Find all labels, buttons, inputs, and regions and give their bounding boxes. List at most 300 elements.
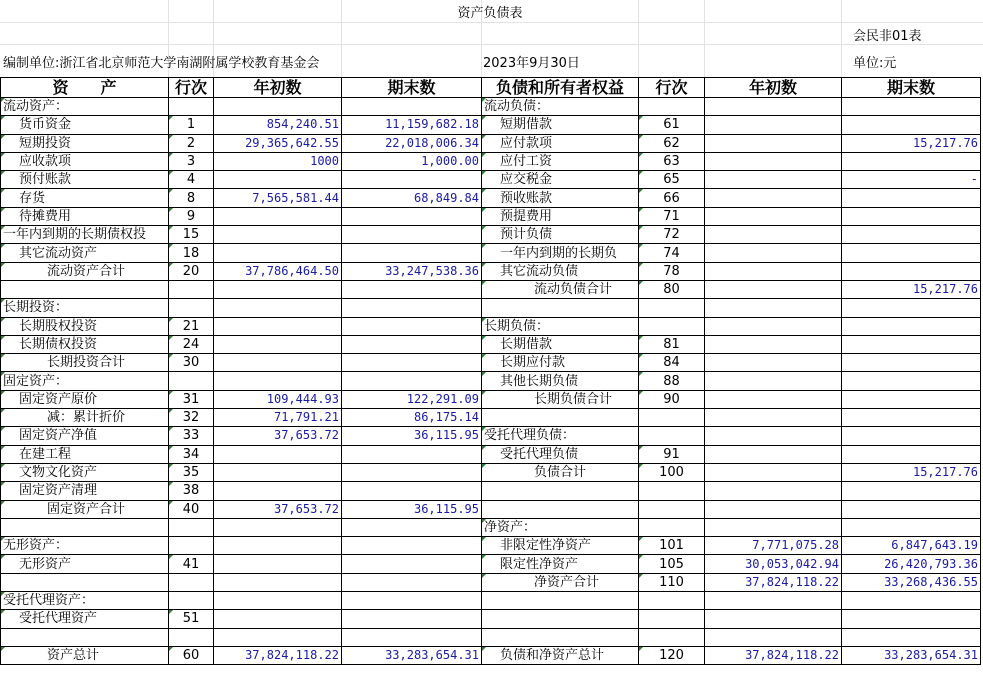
asset-begin-value[interactable] bbox=[214, 280, 342, 298]
liability-begin-value[interactable] bbox=[705, 299, 842, 317]
liability-begin-value[interactable] bbox=[705, 207, 842, 225]
table-row bbox=[1, 171, 981, 189]
asset-line-no[interactable] bbox=[169, 98, 214, 116]
liability-line-no[interactable] bbox=[639, 409, 705, 427]
asset-label[interactable]: 一年内到期的长期债权投 bbox=[1, 226, 169, 244]
liability-end-value[interactable] bbox=[842, 628, 981, 646]
asset-line-no[interactable]: 31 bbox=[169, 390, 214, 408]
liability-line-no[interactable] bbox=[639, 518, 705, 536]
liability-label[interactable]: 限定性净资产 bbox=[482, 555, 639, 573]
liability-line-no[interactable] bbox=[639, 427, 705, 445]
asset-end-value[interactable] bbox=[342, 628, 482, 646]
liability-begin-value[interactable] bbox=[705, 610, 842, 628]
asset-label[interactable]: 文物文化资产 bbox=[1, 463, 169, 481]
liability-line-no[interactable] bbox=[639, 610, 705, 628]
liability-begin-value[interactable] bbox=[705, 354, 842, 372]
liability-end-value[interactable] bbox=[842, 610, 981, 628]
liability-begin-value[interactable] bbox=[705, 372, 842, 390]
liability-begin-value[interactable]: 37,824,118.22 bbox=[705, 573, 842, 591]
liability-label[interactable]: 预收账款 bbox=[482, 189, 639, 207]
asset-label[interactable]: 应收款项 bbox=[1, 152, 169, 170]
liability-label[interactable]: 应付工资 bbox=[482, 152, 639, 170]
col-begin: 年初数 bbox=[214, 78, 342, 98]
asset-end-value[interactable] bbox=[342, 317, 482, 335]
liability-end-value[interactable]: 15,217.76 bbox=[842, 463, 981, 481]
asset-label[interactable] bbox=[1, 280, 169, 298]
liability-begin-value[interactable] bbox=[705, 116, 842, 134]
col-end2: 期末数 bbox=[842, 78, 981, 98]
asset-line-no[interactable] bbox=[169, 372, 214, 390]
liability-begin-value[interactable] bbox=[705, 189, 842, 207]
asset-line-no[interactable]: 21 bbox=[169, 317, 214, 335]
asset-begin-value[interactable]: 37,653.72 bbox=[214, 427, 342, 445]
liability-begin-value[interactable] bbox=[705, 244, 842, 262]
table-row bbox=[1, 592, 981, 610]
liability-line-no[interactable]: 100 bbox=[639, 463, 705, 481]
liability-end-value[interactable]: - bbox=[842, 171, 981, 189]
asset-line-no[interactable] bbox=[169, 299, 214, 317]
grid-line bbox=[841, 0, 842, 77]
table-row bbox=[1, 134, 981, 152]
table-row bbox=[1, 573, 981, 591]
asset-label[interactable]: 资产总计 bbox=[1, 646, 169, 664]
asset-end-value[interactable]: 86,175.14 bbox=[342, 409, 482, 427]
asset-label[interactable]: 待摊费用 bbox=[1, 207, 169, 225]
asset-end-value[interactable]: 1,000.00 bbox=[342, 152, 482, 170]
asset-label[interactable]: 受托代理资产： bbox=[1, 592, 169, 610]
form-code: 会民非01表 bbox=[853, 29, 922, 44]
asset-line-no[interactable]: 8 bbox=[169, 189, 214, 207]
liability-label[interactable]: 其他长期负债 bbox=[482, 372, 639, 390]
asset-label[interactable]: 在建工程 bbox=[1, 445, 169, 463]
asset-line-no[interactable] bbox=[169, 518, 214, 536]
table-row bbox=[1, 262, 981, 280]
col-asset: 资 产 bbox=[1, 78, 169, 98]
liability-begin-value[interactable] bbox=[705, 518, 842, 536]
asset-end-value[interactable]: 33,283,654.31 bbox=[342, 646, 482, 664]
header-row bbox=[1, 78, 981, 98]
asset-line-no[interactable]: 34 bbox=[169, 445, 214, 463]
asset-label[interactable]: 货币资金 bbox=[1, 116, 169, 134]
liability-label[interactable]: 一年内到期的长期负 bbox=[482, 244, 639, 262]
liability-label[interactable]: 流动负债合计 bbox=[482, 280, 639, 298]
liability-label[interactable] bbox=[482, 610, 639, 628]
asset-label[interactable]: 流动资产： bbox=[1, 98, 169, 116]
asset-label[interactable]: 流动资产合计 bbox=[1, 262, 169, 280]
liability-line-no[interactable] bbox=[639, 592, 705, 610]
liability-begin-value[interactable] bbox=[705, 98, 842, 116]
table-row bbox=[1, 610, 981, 628]
liability-label[interactable]: 净资产： bbox=[482, 518, 639, 536]
organization: 编制单位:浙江省北京师范大学南湖附属学校教育基金会 bbox=[3, 56, 320, 71]
table-row bbox=[1, 189, 981, 207]
liability-line-no[interactable] bbox=[639, 98, 705, 116]
asset-end-value[interactable] bbox=[342, 280, 482, 298]
table-row bbox=[1, 372, 981, 390]
asset-end-value[interactable] bbox=[342, 207, 482, 225]
liability-end-value[interactable] bbox=[842, 335, 981, 353]
asset-end-value[interactable] bbox=[342, 573, 482, 591]
grid-line bbox=[704, 0, 705, 77]
liability-begin-value[interactable] bbox=[705, 427, 842, 445]
liability-line-no[interactable]: 120 bbox=[639, 646, 705, 664]
asset-line-no[interactable]: 15 bbox=[169, 226, 214, 244]
asset-end-value[interactable] bbox=[342, 537, 482, 555]
asset-end-value[interactable] bbox=[342, 592, 482, 610]
liability-line-no[interactable]: 90 bbox=[639, 390, 705, 408]
liability-label[interactable]: 应交税金 bbox=[482, 171, 639, 189]
asset-line-no[interactable]: 38 bbox=[169, 482, 214, 500]
liability-begin-value[interactable] bbox=[705, 463, 842, 481]
asset-begin-value[interactable]: 37,824,118.22 bbox=[214, 646, 342, 664]
liability-label[interactable] bbox=[482, 628, 639, 646]
table-row bbox=[1, 390, 981, 408]
asset-label[interactable]: 无形资产： bbox=[1, 537, 169, 555]
asset-label[interactable]: 固定资产净值 bbox=[1, 427, 169, 445]
liability-label[interactable]: 受托代理负债： bbox=[482, 427, 639, 445]
liability-begin-value[interactable] bbox=[705, 390, 842, 408]
liability-begin-value[interactable] bbox=[705, 482, 842, 500]
asset-line-no[interactable]: 1 bbox=[169, 116, 214, 134]
asset-line-no[interactable] bbox=[169, 573, 214, 591]
liability-begin-value[interactable]: 37,824,118.22 bbox=[705, 646, 842, 664]
asset-end-value[interactable] bbox=[342, 610, 482, 628]
liability-begin-value[interactable] bbox=[705, 134, 842, 152]
liability-end-value[interactable] bbox=[842, 518, 981, 536]
liability-end-value[interactable] bbox=[842, 317, 981, 335]
liability-line-no[interactable]: 78 bbox=[639, 262, 705, 280]
asset-line-no[interactable] bbox=[169, 537, 214, 555]
asset-begin-value[interactable] bbox=[214, 592, 342, 610]
asset-begin-value[interactable] bbox=[214, 372, 342, 390]
grid-line bbox=[341, 0, 342, 77]
liability-line-no[interactable]: 66 bbox=[639, 189, 705, 207]
liability-end-value[interactable] bbox=[842, 98, 981, 116]
asset-begin-value[interactable] bbox=[214, 610, 342, 628]
asset-label[interactable]: 存货 bbox=[1, 189, 169, 207]
liability-line-no[interactable]: 84 bbox=[639, 354, 705, 372]
table-row bbox=[1, 628, 981, 646]
grid-line bbox=[638, 0, 639, 77]
currency-unit: 单位:元 bbox=[853, 56, 897, 71]
table-row bbox=[1, 280, 981, 298]
liability-begin-value[interactable] bbox=[705, 171, 842, 189]
liability-label[interactable]: 预提费用 bbox=[482, 207, 639, 225]
liability-begin-value[interactable] bbox=[705, 592, 842, 610]
liability-begin-value[interactable] bbox=[705, 409, 842, 427]
liability-end-value[interactable] bbox=[842, 244, 981, 262]
liability-end-value[interactable]: 15,217.76 bbox=[842, 134, 981, 152]
asset-label[interactable]: 长期投资： bbox=[1, 299, 169, 317]
liability-line-no[interactable]: 110 bbox=[639, 573, 705, 591]
liability-line-no[interactable]: 71 bbox=[639, 207, 705, 225]
table-row bbox=[1, 116, 981, 134]
liability-end-value[interactable] bbox=[842, 500, 981, 518]
liability-line-no[interactable]: 72 bbox=[639, 226, 705, 244]
asset-end-value[interactable] bbox=[342, 482, 482, 500]
asset-line-no[interactable]: 60 bbox=[169, 646, 214, 664]
liability-end-value[interactable] bbox=[842, 152, 981, 170]
liability-end-value[interactable]: 26,420,793.36 bbox=[842, 555, 981, 573]
liability-line-no[interactable] bbox=[639, 317, 705, 335]
asset-label[interactable]: 长期债权投资 bbox=[1, 335, 169, 353]
col-end: 期末数 bbox=[342, 78, 482, 98]
liability-end-value[interactable] bbox=[842, 427, 981, 445]
liability-line-no[interactable]: 63 bbox=[639, 152, 705, 170]
col-line2: 行次 bbox=[639, 78, 705, 98]
table-row bbox=[1, 427, 981, 445]
asset-line-no[interactable]: 35 bbox=[169, 463, 214, 481]
asset-line-no[interactable]: 4 bbox=[169, 171, 214, 189]
liability-begin-value[interactable] bbox=[705, 445, 842, 463]
asset-label[interactable]: 固定资产： bbox=[1, 372, 169, 390]
liability-line-no[interactable]: 74 bbox=[639, 244, 705, 262]
liability-label[interactable]: 长期负债： bbox=[482, 317, 639, 335]
table-row bbox=[1, 244, 981, 262]
liability-label[interactable] bbox=[482, 409, 639, 427]
asset-end-value[interactable]: 36,115.95 bbox=[342, 500, 482, 518]
asset-end-value[interactable] bbox=[342, 445, 482, 463]
asset-begin-value[interactable] bbox=[214, 445, 342, 463]
liability-end-value[interactable] bbox=[842, 354, 981, 372]
liability-label[interactable]: 应付款项 bbox=[482, 134, 639, 152]
liability-end-value[interactable] bbox=[842, 189, 981, 207]
asset-line-no[interactable]: 20 bbox=[169, 262, 214, 280]
liability-label[interactable]: 长期应付款 bbox=[482, 354, 639, 372]
asset-end-value[interactable] bbox=[342, 335, 482, 353]
liability-label[interactable]: 净资产合计 bbox=[482, 573, 639, 591]
table-row bbox=[1, 335, 981, 353]
asset-begin-value[interactable] bbox=[214, 226, 342, 244]
liability-label[interactable] bbox=[482, 299, 639, 317]
asset-begin-value[interactable] bbox=[214, 537, 342, 555]
table-row bbox=[1, 409, 981, 427]
asset-begin-value[interactable] bbox=[214, 482, 342, 500]
asset-begin-value[interactable] bbox=[214, 244, 342, 262]
asset-end-value[interactable]: 36,115.95 bbox=[342, 427, 482, 445]
asset-label[interactable]: 减：累计折价 bbox=[1, 409, 169, 427]
asset-end-value[interactable] bbox=[342, 372, 482, 390]
asset-line-no[interactable] bbox=[169, 280, 214, 298]
liability-end-value[interactable] bbox=[842, 482, 981, 500]
asset-line-no[interactable]: 3 bbox=[169, 152, 214, 170]
liability-label[interactable]: 预计负债 bbox=[482, 226, 639, 244]
asset-end-value[interactable]: 122,291.09 bbox=[342, 390, 482, 408]
liability-label[interactable]: 短期借款 bbox=[482, 116, 639, 134]
liability-begin-value[interactable] bbox=[705, 335, 842, 353]
asset-line-no[interactable]: 33 bbox=[169, 427, 214, 445]
asset-line-no[interactable]: 40 bbox=[169, 500, 214, 518]
liability-end-value[interactable]: 33,283,654.31 bbox=[842, 646, 981, 664]
liability-label[interactable]: 其它流动负债 bbox=[482, 262, 639, 280]
asset-end-value[interactable]: 22,018,006.34 bbox=[342, 134, 482, 152]
asset-begin-value[interactable]: 7,565,581.44 bbox=[214, 189, 342, 207]
liability-line-no[interactable]: 91 bbox=[639, 445, 705, 463]
liability-line-no[interactable] bbox=[639, 482, 705, 500]
asset-begin-value[interactable]: 37,786,464.50 bbox=[214, 262, 342, 280]
liability-end-value[interactable] bbox=[842, 409, 981, 427]
liability-line-no[interactable]: 81 bbox=[639, 335, 705, 353]
liability-line-no[interactable] bbox=[639, 628, 705, 646]
liability-end-value[interactable] bbox=[842, 299, 981, 317]
liability-end-value[interactable] bbox=[842, 262, 981, 280]
asset-line-no[interactable]: 2 bbox=[169, 134, 214, 152]
table-row bbox=[1, 500, 981, 518]
asset-begin-value[interactable]: 29,365,642.55 bbox=[214, 134, 342, 152]
table-row bbox=[1, 646, 981, 664]
table-row bbox=[1, 152, 981, 170]
liability-label[interactable]: 负债和净资产总计 bbox=[482, 646, 639, 664]
col-line: 行次 bbox=[169, 78, 214, 98]
asset-label[interactable] bbox=[1, 518, 169, 536]
liability-line-no[interactable] bbox=[639, 500, 705, 518]
asset-line-no[interactable]: 18 bbox=[169, 244, 214, 262]
asset-begin-value[interactable] bbox=[214, 518, 342, 536]
balance-sheet-table bbox=[0, 77, 981, 665]
asset-begin-value[interactable]: 1000 bbox=[214, 152, 342, 170]
asset-begin-value[interactable] bbox=[214, 171, 342, 189]
asset-begin-value[interactable] bbox=[214, 573, 342, 591]
table-row bbox=[1, 299, 981, 317]
asset-end-value[interactable]: 33,247,538.36 bbox=[342, 262, 482, 280]
liability-line-no[interactable] bbox=[639, 299, 705, 317]
asset-end-value[interactable] bbox=[342, 299, 482, 317]
asset-begin-value[interactable]: 71,791.21 bbox=[214, 409, 342, 427]
asset-end-value[interactable] bbox=[342, 463, 482, 481]
liability-label[interactable]: 流动负债： bbox=[482, 98, 639, 116]
table-row bbox=[1, 463, 981, 481]
asset-begin-value[interactable] bbox=[214, 555, 342, 573]
asset-label[interactable]: 短期投资 bbox=[1, 134, 169, 152]
asset-begin-value[interactable] bbox=[214, 463, 342, 481]
asset-end-value[interactable]: 11,159,682.18 bbox=[342, 116, 482, 134]
asset-label[interactable]: 固定资产清理 bbox=[1, 482, 169, 500]
asset-line-no[interactable]: 41 bbox=[169, 555, 214, 573]
liability-end-value[interactable] bbox=[842, 592, 981, 610]
liability-line-no[interactable]: 88 bbox=[639, 372, 705, 390]
asset-line-no[interactable]: 9 bbox=[169, 207, 214, 225]
liability-label[interactable]: 长期负债合计 bbox=[482, 390, 639, 408]
liability-begin-value[interactable]: 7,771,075.28 bbox=[705, 537, 842, 555]
liability-begin-value[interactable]: 30,053,042.94 bbox=[705, 555, 842, 573]
asset-line-no[interactable] bbox=[169, 592, 214, 610]
liability-label[interactable] bbox=[482, 592, 639, 610]
asset-line-no[interactable]: 30 bbox=[169, 354, 214, 372]
liability-label[interactable]: 负债合计 bbox=[482, 463, 639, 481]
asset-end-value[interactable] bbox=[342, 244, 482, 262]
liability-end-value[interactable] bbox=[842, 207, 981, 225]
asset-label[interactable]: 无形资产 bbox=[1, 555, 169, 573]
liability-label[interactable]: 受托代理负债 bbox=[482, 445, 639, 463]
asset-end-value[interactable]: 68,849.84 bbox=[342, 189, 482, 207]
asset-line-no[interactable]: 24 bbox=[169, 335, 214, 353]
asset-begin-value[interactable] bbox=[214, 299, 342, 317]
asset-end-value[interactable] bbox=[342, 518, 482, 536]
asset-begin-value[interactable] bbox=[214, 207, 342, 225]
asset-begin-value[interactable] bbox=[214, 354, 342, 372]
asset-label[interactable]: 其它流动资产 bbox=[1, 244, 169, 262]
liability-end-value[interactable] bbox=[842, 116, 981, 134]
table-row bbox=[1, 537, 981, 555]
col-liab: 负债和所有者权益 bbox=[482, 78, 639, 98]
col-begin2: 年初数 bbox=[705, 78, 842, 98]
asset-end-value[interactable] bbox=[342, 171, 482, 189]
liability-end-value[interactable] bbox=[842, 372, 981, 390]
asset-begin-value[interactable]: 37,653.72 bbox=[214, 500, 342, 518]
asset-end-value[interactable] bbox=[342, 226, 482, 244]
liability-label[interactable]: 非限定性净资产 bbox=[482, 537, 639, 555]
liability-label[interactable] bbox=[482, 482, 639, 500]
table-row bbox=[1, 445, 981, 463]
liability-line-no[interactable]: 65 bbox=[639, 171, 705, 189]
liability-begin-value[interactable] bbox=[705, 152, 842, 170]
liability-begin-value[interactable] bbox=[705, 262, 842, 280]
asset-label[interactable] bbox=[1, 628, 169, 646]
liability-end-value[interactable]: 33,268,436.55 bbox=[842, 573, 981, 591]
liability-label[interactable]: 长期借款 bbox=[482, 335, 639, 353]
table-row bbox=[1, 555, 981, 573]
table-row bbox=[1, 354, 981, 372]
liability-line-no[interactable]: 61 bbox=[639, 116, 705, 134]
asset-label[interactable]: 固定资产合计 bbox=[1, 500, 169, 518]
table-row bbox=[1, 482, 981, 500]
table-row bbox=[1, 207, 981, 225]
liability-end-value[interactable] bbox=[842, 390, 981, 408]
asset-label[interactable]: 预付账款 bbox=[1, 171, 169, 189]
asset-label[interactable]: 长期股权投资 bbox=[1, 317, 169, 335]
liability-line-no[interactable]: 80 bbox=[639, 280, 705, 298]
asset-line-no[interactable]: 32 bbox=[169, 409, 214, 427]
asset-begin-value[interactable] bbox=[214, 98, 342, 116]
asset-label[interactable] bbox=[1, 573, 169, 591]
liability-line-no[interactable]: 105 bbox=[639, 555, 705, 573]
liability-end-value[interactable]: 15,217.76 bbox=[842, 280, 981, 298]
asset-begin-value[interactable]: 109,444.93 bbox=[214, 390, 342, 408]
asset-label[interactable]: 固定资产原价 bbox=[1, 390, 169, 408]
asset-begin-value[interactable] bbox=[214, 317, 342, 335]
asset-line-no[interactable]: 51 bbox=[169, 610, 214, 628]
asset-end-value[interactable] bbox=[342, 354, 482, 372]
liability-begin-value[interactable] bbox=[705, 628, 842, 646]
asset-begin-value[interactable] bbox=[214, 335, 342, 353]
grid-line bbox=[0, 22, 983, 23]
liability-line-no[interactable]: 62 bbox=[639, 134, 705, 152]
asset-begin-value[interactable] bbox=[214, 628, 342, 646]
asset-begin-value[interactable]: 854,240.51 bbox=[214, 116, 342, 134]
liability-begin-value[interactable] bbox=[705, 226, 842, 244]
table-row bbox=[1, 518, 981, 536]
liability-label[interactable] bbox=[482, 500, 639, 518]
asset-label[interactable]: 长期投资合计 bbox=[1, 354, 169, 372]
table-row bbox=[1, 226, 981, 244]
asset-end-value[interactable] bbox=[342, 98, 482, 116]
liability-end-value[interactable] bbox=[842, 226, 981, 244]
asset-end-value[interactable] bbox=[342, 555, 482, 573]
grid-line bbox=[0, 44, 983, 45]
asset-label[interactable]: 受托代理资产 bbox=[1, 610, 169, 628]
liability-end-value[interactable] bbox=[842, 445, 981, 463]
liability-begin-value[interactable] bbox=[705, 500, 842, 518]
report-date: 2023年9月30日 bbox=[483, 56, 580, 71]
asset-line-no[interactable] bbox=[169, 628, 214, 646]
report-title: 资产负债表 bbox=[457, 6, 523, 21]
liability-line-no[interactable]: 101 bbox=[639, 537, 705, 555]
liability-end-value[interactable]: 6,847,643.19 bbox=[842, 537, 981, 555]
liability-begin-value[interactable] bbox=[705, 280, 842, 298]
liability-begin-value[interactable] bbox=[705, 317, 842, 335]
table-row bbox=[1, 98, 981, 116]
table-row bbox=[1, 317, 981, 335]
